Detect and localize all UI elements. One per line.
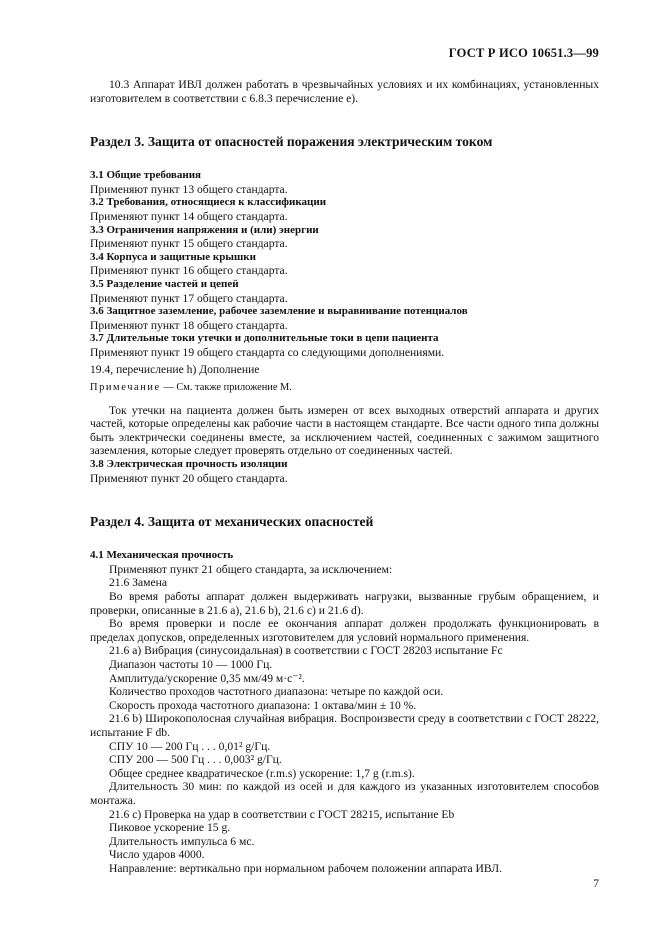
paragraph: Длительность импульса 6 мс. <box>109 834 255 848</box>
section-3-title: Раздел 3. Защита от опасностей поражения электрическим током <box>90 134 493 150</box>
paragraph: Во время проверки и после ее окончания аппарат должен продолжать функционировать в пределах допусков, определенных изготовителем для условий нормального применения. <box>90 617 599 644</box>
paragraph: Диапазон частоты 10 — 1000 Гц. <box>109 658 273 671</box>
subsection-heading-4-1: 4.1 Механическая прочность <box>90 549 234 562</box>
subsection-text: Применяют пункт 18 общего стандарта. <box>90 318 288 332</box>
subsection-text: Применяют пункт 19 общего стандарта со следующими дополнениями. <box>90 345 445 359</box>
paragraph: 21.6 b) Широкополосная случайная вибрация. Воспроизвести среду в соответствии с ГОСТ 28222, испытание F db. <box>90 712 599 739</box>
subsection-heading: 3.7 Длительные токи утечки и дополнительные токи в цепи пациента <box>90 332 439 345</box>
subsection-heading: 3.5 Разделение частей и цепей <box>90 277 239 290</box>
subsection-text-3-8: Применяют пункт 20 общего стандарта. <box>90 471 288 485</box>
body-text <box>90 78 599 876</box>
paragraph: СПУ 10 — 200 Гц . . . 0,01² g/Гц. <box>109 739 271 753</box>
subsection-heading: 3.2 Требования, относящиеся к классификации <box>90 196 327 209</box>
paragraph: Направление: вертикально при нормальном рабочем положении аппарата ИВЛ. <box>109 861 502 875</box>
paragraph: Пиковое ускорение 15 g. <box>109 821 231 835</box>
subsection-heading: 3.4 Корпуса и защитные крышки <box>90 250 256 263</box>
note <box>90 381 599 395</box>
addition-line: 19.4, перечисление h) Дополнение <box>90 362 260 376</box>
paragraph: 21.6 а) Вибрация (синусоидальная) в соответствии с ГОСТ 28203 испытание Fc <box>109 644 503 658</box>
running-header: ГОСТ Р ИСО 10651.3—99 <box>448 46 599 60</box>
paragraph: Количество проходов частотного диапазона: четыре по каждой оси. <box>109 685 444 699</box>
section-4-title: Раздел 4. Защита от механических опасностей <box>90 514 374 530</box>
subsection-text: Применяют пункт 13 общего стандарта. <box>90 182 288 196</box>
subsection-heading: 3.1 Общие требования <box>90 169 201 182</box>
paragraph: Длительность 30 мин: по каждой из осей и для каждого из указанных изготовителем способов монтажа. <box>90 780 599 807</box>
page-number: 7 <box>593 877 599 890</box>
paragraph: Применяют пункт 21 общего стандарта, за исключением: <box>109 562 393 576</box>
paragraph: Общее среднее квадратическое (r.m.s) ускорение: 1,7 g (r.m.s). <box>109 766 415 780</box>
paragraph: СПУ 200 — 500 Гц . . . 0,003² g/Гц. <box>109 753 282 767</box>
subsection-heading-3-8: 3.8 Электрическая прочность изоляции <box>90 458 288 471</box>
note-label: Примечание <box>90 382 161 394</box>
leakage-paragraph: Ток утечки на пациента должен быть измерен от всех выходных отверстий аппарата и других частей, которые определены как рабочие части в настоящем стандарте. Все части одного типа должны быть электрически соединены вместе, за исключением частей, соединенных с зажимом защитного заземления, которые следует проверять отдельно от соединенных частей. <box>90 403 599 458</box>
paragraph: Амплитуда/ускорение 0,35 мм/49 м·с⁻². <box>109 671 305 685</box>
subsection-heading: 3.3 Ограничения напряжения и (или) энергии <box>90 223 319 236</box>
paragraph: Число ударов 4000. <box>109 848 205 862</box>
subsection-text: Применяют пункт 14 общего стандарта. <box>90 209 288 223</box>
subsection-text: Применяют пункт 16 общего стандарта. <box>90 264 288 278</box>
paragraph: Скорость прохода частотного диапазона: 1 октава/мин ± 10 %. <box>109 698 417 712</box>
paragraph: 21.6 c) Проверка на удар в соответствии с ГОСТ 28215, испытание Eb <box>109 807 455 821</box>
note-text: — См. также приложение М. <box>160 382 292 394</box>
paragraph: Во время работы аппарат должен выдерживать нагрузки, вызванные грубым обращением, и проверки, описанные в 21.6 а), 21.6 b), 21.6 c) и 21.6 d). <box>90 590 599 617</box>
subsection-text: Применяют пункт 15 общего стандарта. <box>90 237 288 251</box>
intro-paragraph: 10.3 Аппарат ИВЛ должен работать в чрезвычайных условиях и их комбинациях, установленных изготовителем в соответствии с 6.8.3 перечисление е). <box>90 78 599 105</box>
subsection-heading: 3.6 Защитное заземление, рабочее заземление и выравнивание потенциалов <box>90 305 468 318</box>
paragraph: 21.6 Замена <box>109 576 167 590</box>
subsection-text: Применяют пункт 17 общего стандарта. <box>90 291 288 305</box>
